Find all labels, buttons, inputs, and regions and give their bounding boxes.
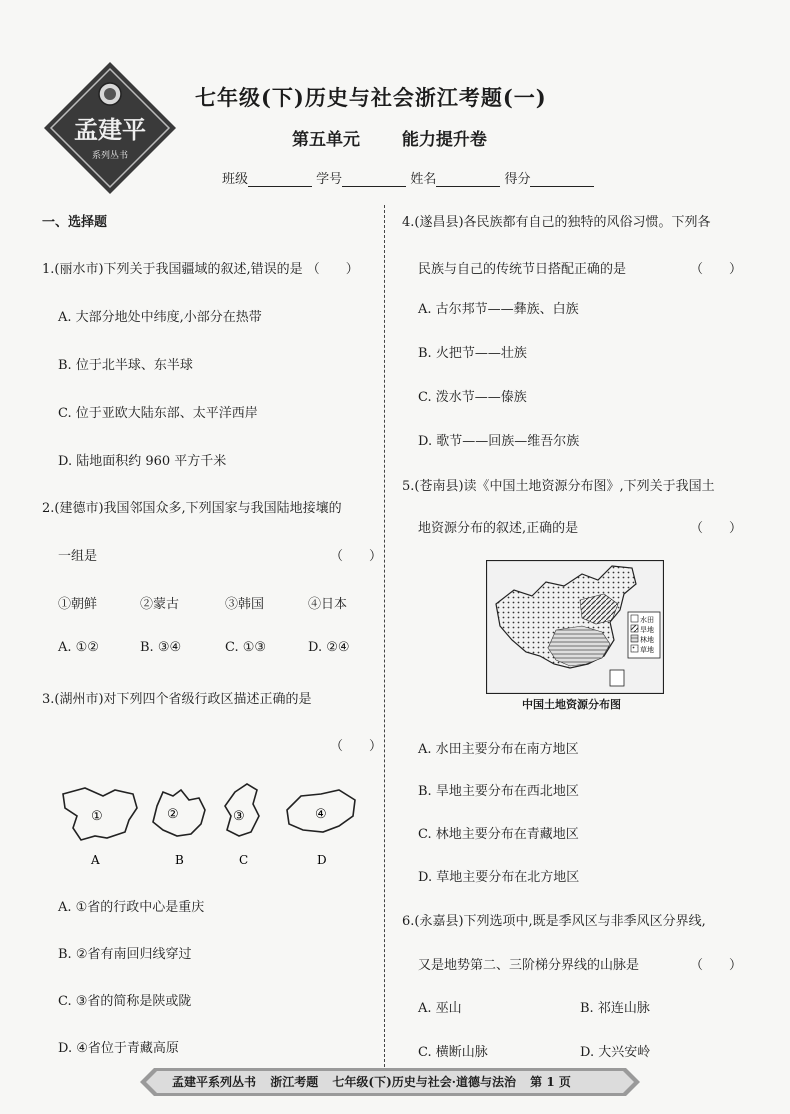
class-label: 班级 xyxy=(222,172,249,187)
shape-label-d: D xyxy=(317,853,327,867)
q4-stem: 4.(遂昌县)各民族都有自己的独特的风俗习惯。下列各 xyxy=(402,215,711,230)
shape-num-2: ② xyxy=(167,807,179,822)
q2-option-a: A. ①② xyxy=(58,640,99,655)
q1-option-b: B. 位于北半球、东半球 xyxy=(58,358,193,373)
footer-course: 七年级(下)历史与社会·道德与法治 xyxy=(332,1075,516,1089)
land-resource-map xyxy=(486,560,664,694)
q1-option-d: D. 陆地面积约 960 平方千米 xyxy=(58,454,227,469)
province-outlines xyxy=(55,780,365,870)
q5-option-c: C. 林地主要分布在青藏地区 xyxy=(418,827,579,842)
q2-item-3: ③韩国 xyxy=(225,597,265,612)
q5-answer-paren: （ ） xyxy=(690,521,743,536)
legend-grassland: 草地 xyxy=(640,646,654,654)
q2-stem-cont: 一组是 xyxy=(58,549,98,564)
legend-paddy: 水田 xyxy=(640,616,654,624)
q3-option-d: D. ④省位于青藏高原 xyxy=(58,1041,179,1056)
q2-item-4: ④日本 xyxy=(308,597,348,612)
q2-stem: 2.(建德市)我国邻国众多,下列国家与我国陆地接壤的 xyxy=(42,501,342,516)
name-label: 姓名 xyxy=(410,172,437,187)
q6-stem: 6.(永嘉县)下列选项中,既是季风区与非季风区分界线, xyxy=(402,914,706,929)
q1-option-a: A. 大部分地处中纬度,小部分在热带 xyxy=(58,310,262,325)
q3-stem: 3.(湖州市)对下列四个省级行政区描述正确的是 xyxy=(42,692,312,707)
q3-option-a: A. ①省的行政中心是重庆 xyxy=(58,900,205,915)
page-title: 七年级(下)历史与社会浙江考题(一) xyxy=(195,85,547,110)
shape-num-1: ① xyxy=(91,809,103,824)
province-shape-b xyxy=(153,790,205,836)
student-id-blank[interactable] xyxy=(342,172,406,187)
footer-series: 孟建平系列丛书 xyxy=(172,1075,257,1089)
q2-item-1: ①朝鲜 xyxy=(58,597,98,612)
q6-stem-cont: 又是地势第二、三阶梯分界线的山脉是 xyxy=(418,958,640,973)
paper-type: 能力提升卷 xyxy=(401,130,487,150)
q1-stem: 1.(丽水市)下列关于我国疆域的叙述,错误的是 （ ） xyxy=(42,262,359,277)
q6-option-a: A. 巫山 xyxy=(418,1001,462,1016)
class-blank[interactable] xyxy=(248,172,312,187)
student-id-label: 学号 xyxy=(316,172,343,187)
shape-label-b: B xyxy=(175,853,184,867)
q2-option-b: B. ③④ xyxy=(140,640,182,655)
shape-num-4: ④ xyxy=(315,807,327,822)
unit-label: 第五单元 xyxy=(292,130,360,150)
legend-forest: 林地 xyxy=(640,636,654,644)
q2-option-d: D. ②④ xyxy=(308,640,350,655)
shape-num-3: ③ xyxy=(233,809,245,824)
q6-answer-paren: （ ） xyxy=(690,958,743,973)
column-divider xyxy=(384,205,385,1067)
q5-option-b: B. 旱地主要分布在西北地区 xyxy=(418,784,579,799)
series-logo xyxy=(42,60,178,196)
student-info-line xyxy=(222,168,594,187)
q3-option-c: C. ③省的简称是陕或陇 xyxy=(58,994,192,1009)
map-caption: 中国土地资源分布图 xyxy=(522,698,621,711)
score-label: 得分 xyxy=(504,172,531,187)
page-subtitle xyxy=(292,125,487,150)
q2-item-2: ②蒙古 xyxy=(140,597,180,612)
footer-page: 第 1 页 xyxy=(530,1075,571,1089)
q4-stem-cont: 民族与自己的传统节日搭配正确的是 xyxy=(418,262,627,277)
footer-text xyxy=(172,1073,581,1090)
q3-answer-paren: （ ） xyxy=(330,739,383,754)
q5-stem: 5.(苍南县)读《中国土地资源分布图》,下列关于我国土 xyxy=(402,479,715,494)
q4-option-b: B. 火把节——壮族 xyxy=(418,346,527,361)
q4-answer-paren: （ ） xyxy=(690,262,743,277)
legend-dryland: 旱地 xyxy=(640,626,654,634)
q4-option-d: D. 歌节——回族—维吾尔族 xyxy=(418,434,580,449)
footer-exam: 浙江考题 xyxy=(270,1075,319,1089)
shape-label-a: A xyxy=(91,853,100,867)
q6-option-b: B. 祁连山脉 xyxy=(580,1001,650,1016)
q6-option-c: C. 横断山脉 xyxy=(418,1045,488,1060)
q4-option-c: C. 泼水节——傣族 xyxy=(418,390,527,405)
name-blank[interactable] xyxy=(436,172,500,187)
q4-option-a: A. 古尔邦节——彝族、白族 xyxy=(418,302,579,317)
q6-option-d: D. 大兴安岭 xyxy=(580,1045,651,1060)
section-heading: 一、选择题 xyxy=(42,215,108,230)
score-blank[interactable] xyxy=(530,172,594,187)
q1-option-c: C. 位于亚欧大陆东部、太平洋西岸 xyxy=(58,406,258,421)
shape-label-c: C xyxy=(239,853,249,867)
q2-option-c: C. ①③ xyxy=(225,640,267,655)
q2-answer-paren: （ ） xyxy=(330,549,383,564)
q5-option-a: A. 水田主要分布在南方地区 xyxy=(418,742,579,757)
q5-stem-cont: 地资源分布的叙述,正确的是 xyxy=(418,521,579,536)
logo-subtext: 系列丛书 xyxy=(91,151,129,161)
q5-option-d: D. 草地主要分布在北方地区 xyxy=(418,870,580,885)
q3-option-b: B. ②省有南回归线穿过 xyxy=(58,947,192,962)
logo-text: 孟建平 xyxy=(74,115,146,144)
